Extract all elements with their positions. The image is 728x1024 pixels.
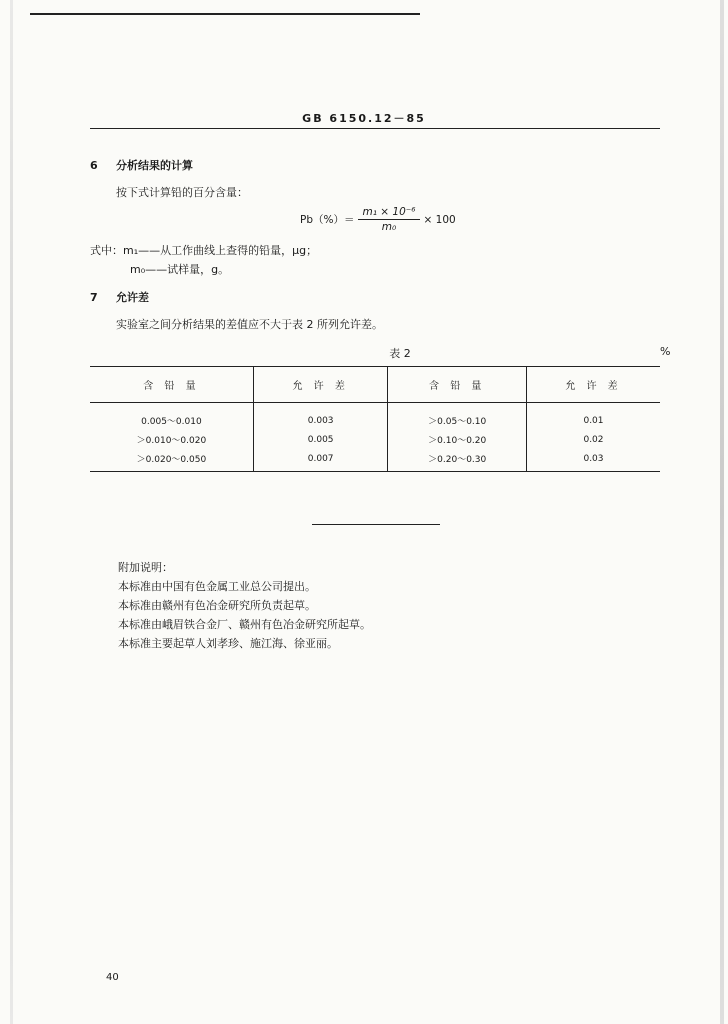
table-unit: % xyxy=(660,345,671,358)
table-row xyxy=(90,449,660,472)
section-6-intro: 按下式计算铅的百分含量： xyxy=(116,186,248,199)
table-caption: 表 2 xyxy=(389,347,411,360)
table-header-cell: 含 铅 量 xyxy=(388,367,527,403)
formula-fraction xyxy=(358,206,419,233)
table-cell: 0.02 xyxy=(527,430,661,449)
table-cell: ＞0.05～0.10 xyxy=(388,403,527,431)
notes-line: 本标准由赣州有色冶金研究所负责起草。 xyxy=(118,599,316,612)
table-header-cell: 允 许 差 xyxy=(527,367,661,403)
table-row xyxy=(90,430,660,449)
scan-top-line xyxy=(30,13,420,15)
scan-right-edge xyxy=(720,0,724,1024)
formula-denominator: m₀ xyxy=(381,221,397,233)
formula-numerator: m₁ × 10⁻⁶ xyxy=(358,206,419,220)
table-cell: 0.01 xyxy=(527,403,661,431)
notes-line: 本标准由中国有色金属工业总公司提出。 xyxy=(118,580,316,593)
lead-formula xyxy=(300,206,456,233)
notes-line: 本标准由峨眉铁合金厂、赣州有色冶金研究所起草。 xyxy=(118,618,371,631)
tolerance-table xyxy=(90,366,660,472)
symbol-definition-1: 式中：m₁——从工作曲线上查得的铅量，μg； xyxy=(90,244,318,257)
table-cell: ＞0.10～0.20 xyxy=(388,430,527,449)
section-7-number: 7 xyxy=(90,291,98,304)
standard-code: GB 6150.12－85 xyxy=(302,112,426,125)
formula-rhs: × 100 xyxy=(423,213,456,226)
scan-left-edge xyxy=(10,0,13,1024)
page-number: 40 xyxy=(106,972,119,983)
section-end-rule xyxy=(312,524,440,525)
table-header-row xyxy=(90,367,660,403)
additional-notes xyxy=(118,558,371,653)
notes-title: 附加说明： xyxy=(118,561,173,574)
notes-line: 本标准主要起草人刘孝珍、施江海、徐亚丽。 xyxy=(118,637,338,650)
table-row xyxy=(90,403,660,431)
table-header-cell: 含 铅 量 xyxy=(90,367,253,403)
table-cell: ＞0.020～0.050 xyxy=(90,449,253,472)
section-6-number: 6 xyxy=(90,159,98,172)
section-7-title: 允许差 xyxy=(116,291,149,304)
section-7-text: 实验室之间分析结果的差值应不大于表 2 所列允许差。 xyxy=(116,318,383,331)
table-cell: 0.03 xyxy=(527,449,661,472)
formula-lhs: Pb（%）＝ xyxy=(300,214,355,226)
table-cell: ＞0.010～0.020 xyxy=(136,436,207,446)
header-rule xyxy=(90,128,660,129)
table-cell: 0.007 xyxy=(253,449,388,472)
table-cell: ＞0.20～0.30 xyxy=(388,449,527,472)
section-7-heading xyxy=(90,289,149,305)
section-6-title: 分析结果的计算 xyxy=(116,159,193,172)
table-cell: 0.005～0.010 xyxy=(141,417,202,427)
table-cell: 0.003 xyxy=(253,403,388,431)
section-6-heading xyxy=(90,157,193,173)
table-header-cell: 允 许 差 xyxy=(253,367,388,403)
table-cell: 0.005 xyxy=(253,430,388,449)
symbol-definition-2: m₀——试样量，g。 xyxy=(130,263,230,276)
